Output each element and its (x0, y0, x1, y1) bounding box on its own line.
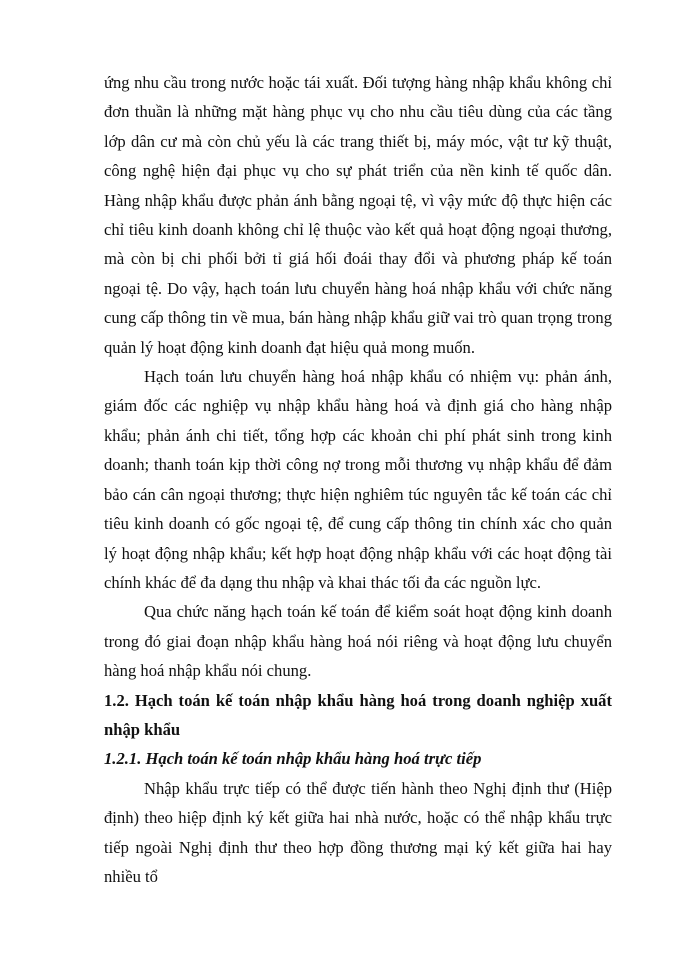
paragraph-control: Qua chức năng hạch toán kế toán để kiểm soát hoạt động kinh doanh trong đó giai đoạn nhập khẩu hàng hoá nói riêng và hoạt động lưu chuyển hàng hoá nhập khẩu nói chung. (104, 602, 612, 681)
paragraph-intro-continuation: ứng nhu cầu trong nước hoặc tái xuất. Đối tượng hàng nhập khẩu không chỉ đơn thuần là những mặt hàng phục vụ cho nhu cầu tiêu dùng của các tầng lớp dân cư mà còn chủ yếu là các trang thiết bị, máy móc, vật tư kỹ thuật, công nghệ hiện đại phục vụ cho sự phát triển của nền kinh tế quốc dân. Hàng nhập khẩu được phản ánh bằng ngoại tệ, vì vậy mức độ thực hiện các chỉ tiêu kinh doanh không chỉ lệ thuộc vào kết quả hoạt động ngoại thương, mà còn bị chi phối bởi tỉ giá hối đoái thay đổi và phương pháp kế toán ngoại tệ. Do vậy, hạch toán lưu chuyển hàng hoá nhập khẩu với chức năng cung cấp thông tin về mua, bán hàng nhập khẩu giữ vai trò quan trọng trong quản lý hoạt động kinh doanh đạt hiệu quả mong muốn. (104, 73, 612, 357)
document-body (104, 68, 612, 891)
section-heading-1-2: 1.2. Hạch toán kế toán nhập khẩu hàng hoá trong doanh nghiệp xuất nhập khẩu (104, 690, 612, 739)
subsection-heading-1-2-1: 1.2.1. Hạch toán kế toán nhập khẩu hàng hoá trực tiếp (104, 749, 482, 769)
paragraph-tasks: Hạch toán lưu chuyển hàng hoá nhập khẩu có nhiệm vụ: phản ánh, giám đốc các nghiệp vụ nhập khẩu hàng hoá và định giá cho hàng nhập khẩu; phản ánh chi tiết, tổng hợp các khoản chi phí phát sinh trong kinh doanh; thanh toán kịp thời công nợ trong mỗi thương vụ nhập khẩu để đảm bảo cán cân ngoại thương; thực hiện nghiêm túc nguyên tắc kế toán các chỉ tiêu kinh doanh có gốc ngoại tệ, để cung cấp thông tin chính xác cho quản lý hoạt động nhập khẩu; kết hợp hoạt động nhập khẩu với các hoạt động tài chính khác để đa dạng thu nhập và khai thác tối đa các nguồn lực. (104, 367, 612, 592)
paragraph-direct-import: Nhập khẩu trực tiếp có thể được tiến hành theo Nghị định thư (Hiệp định) theo hiệp định ký kết giữa hai nhà nước, hoặc có thể nhập khẩu trực tiếp ngoài Nghị định thư theo hợp đồng thương mại ký kết giữa hai hay nhiều tổ (104, 778, 612, 886)
